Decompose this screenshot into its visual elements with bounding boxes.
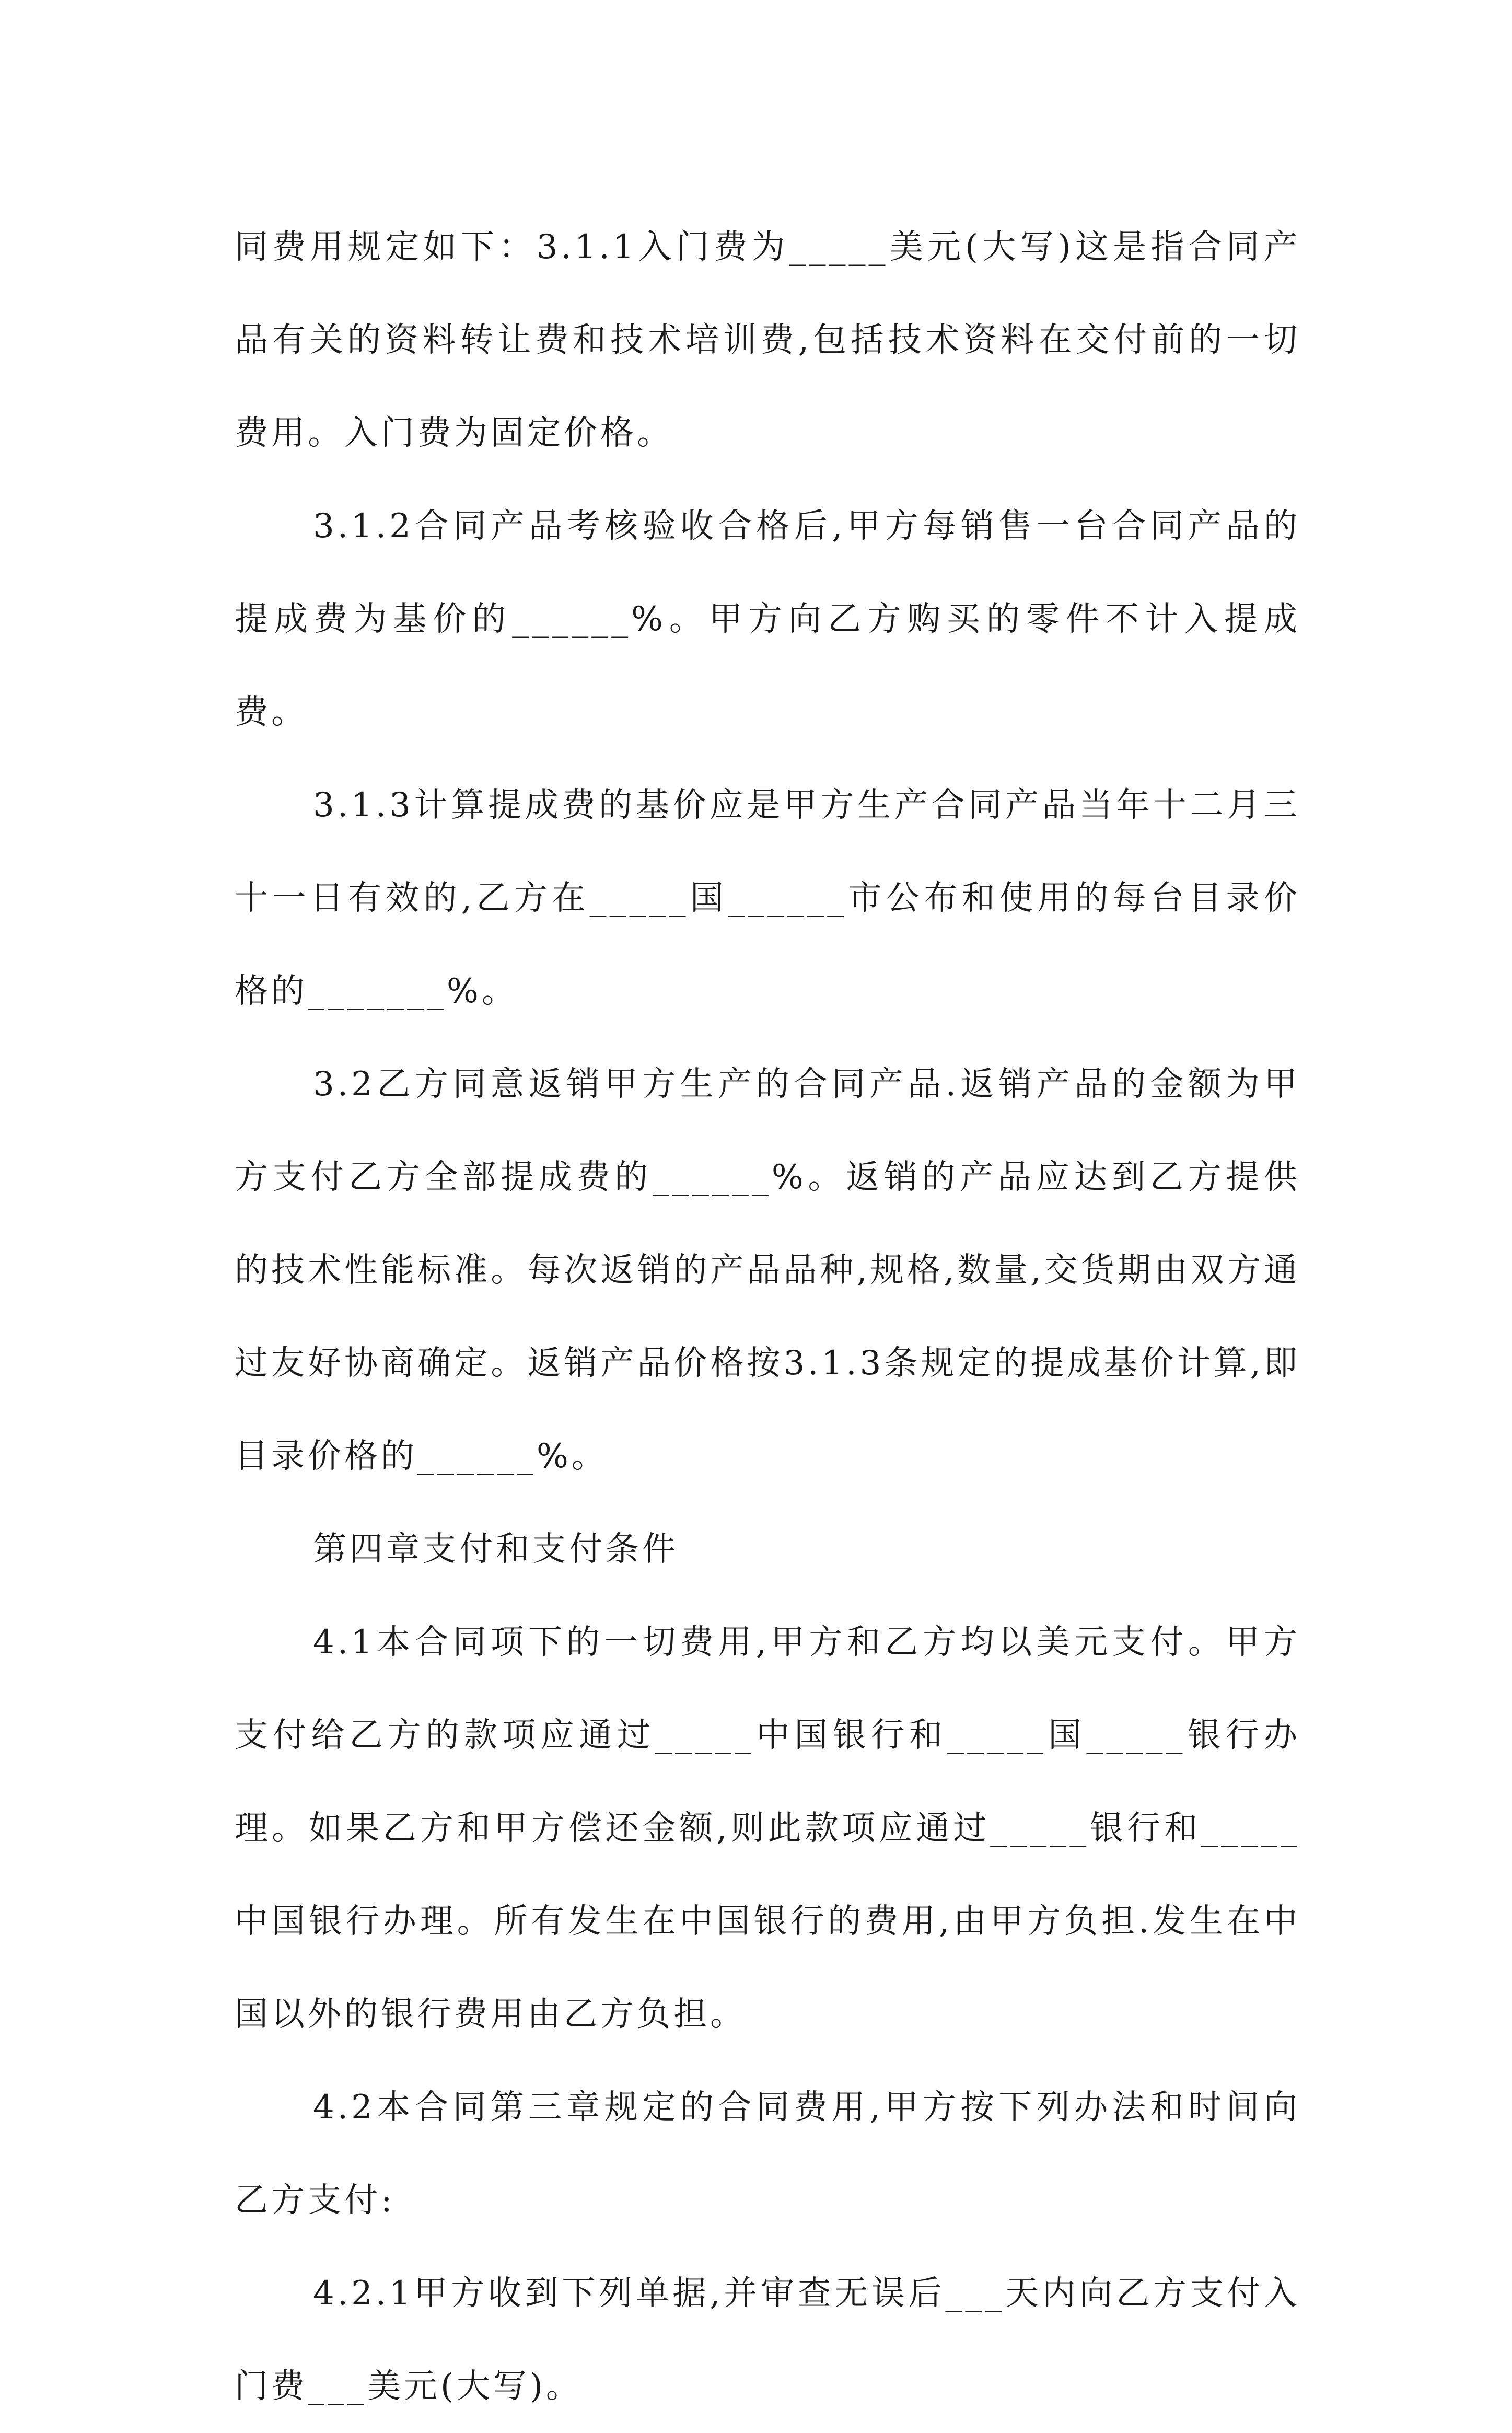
chapter-heading-4: 第四章支付和支付条件 [313,1530,679,1569]
paragraph-3-1-3: 3.1.3计算提成费的基价应是甲方生产合同产品当年十二月三十一日有效的,乙方在_____国______市公布和使用的每台目录价格的_______%。 [235,786,1300,1011]
paragraph-4-1: 4.1本合同项下的一切费用,甲方和乙方均以美元支付。甲方支付给乙方的款项应通过_____中国银行和_____国_____银行办理。如果乙方和甲方偿还金额,则此款项应通过_____银行和_____中国银行办理。所有发生在中国银行的费用,由甲方负担.发生在中国以外的银行费用由乙方负担。 [235,1623,1300,2034]
paragraph-3-2: 3.2乙方同意返销甲方生产的合同产品.返销产品的金额为甲方支付乙方全部提成费的______%。返销的产品应达到乙方提供的技术性能标准。每次返销的产品品种,规格,数量,交货期由双方通过友好协商确定。返销产品价格按3.1.3条规定的提成基价计算,即目录价格的______%。 [235,1065,1300,1476]
paragraph-4-2: 4.2本合同第三章规定的合同费用,甲方按下列办法和时间向乙方支付: [235,2088,1300,2220]
document-body [235,201,1300,2433]
paragraph-3-1-2: 3.1.2合同产品考核验收合格后,甲方每销售一台合同产品的提成费为基价的______%。甲方向乙方购买的零件不计入提成费。 [235,507,1300,732]
paragraph-entry-fee: 同费用规定如下：3.1.1入门费为_____美元(大写)这是指合同产品有关的资料转让费和技术培训费,包括技术资料在交付前的一切费用。入门费为固定价格。 [235,228,1300,453]
paragraph-4-2-1: 4.2.1甲方收到下列单据,并审查无误后___天内向乙方支付入门费___美元(大写)。 [235,2274,1300,2406]
